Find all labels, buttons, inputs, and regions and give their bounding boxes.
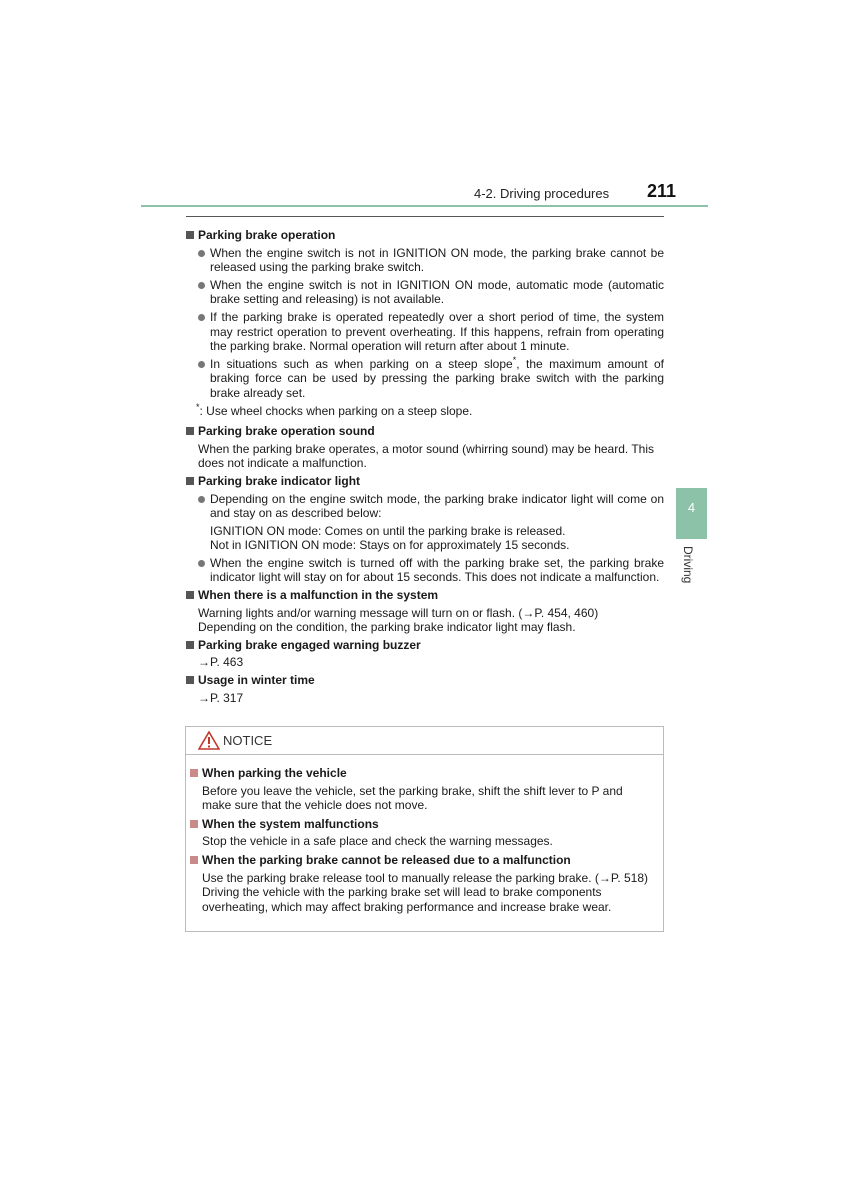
notice-item-text: Before you leave the vehicle, set the parking brake, shift the shift lever to P and make sure that the vehicle does not move.	[202, 783, 623, 813]
square-bullet-icon	[186, 641, 194, 649]
square-bullet-icon	[186, 231, 194, 239]
chapter-label: Driving	[681, 546, 695, 584]
square-bullet-icon	[190, 820, 198, 828]
list-item: When the engine switch is turned off with the parking brake set, the parking brake indicator light will stay on for about 15 seconds. This does not indicate a malfunction.	[186, 556, 664, 585]
header-rule	[141, 205, 708, 207]
main-content	[186, 228, 664, 705]
section-heading: Parking brake indicator light	[186, 474, 664, 489]
section-heading: When there is a malfunction in the system	[186, 588, 664, 603]
chapter-tab: 4	[676, 488, 707, 539]
bullet-icon	[198, 314, 205, 321]
list-item: Depending on the engine switch mode, the parking brake indicator light will come on and stay on as described below:	[186, 492, 664, 521]
page-reference[interactable]: →P. 317	[198, 690, 244, 705]
square-bullet-icon	[186, 676, 194, 684]
bullet-icon	[198, 361, 205, 368]
square-bullet-icon	[186, 427, 194, 435]
bullet-icon	[198, 560, 205, 567]
list-item: When the engine switch is not in IGNITION ON mode, the parking brake cannot be released using the parking brake switch.	[186, 246, 664, 275]
list-item: If the parking brake is operated repeatedly over a short period of time, the system may restrict operation to prevent overheating. If this happens, refrain from operating the parking brake. Normal operation will return after about 1 minute.	[186, 310, 664, 354]
notice-header	[186, 727, 663, 755]
paragraph: Warning lights and/or warning message will turn on or flash. (→P. 454, 460) Depending on the condition, the parking brake indicator light may flash.	[198, 605, 599, 635]
section-heading: Usage in winter time	[186, 673, 664, 688]
footnote: *: Use wheel chocks when parking on a steep slope.	[196, 401, 473, 418]
footnote-marker: *	[512, 354, 517, 365]
notice-box	[185, 726, 664, 932]
section-heading: Parking brake operation sound	[186, 424, 664, 439]
notice-body	[186, 755, 663, 914]
square-bullet-icon	[186, 477, 194, 485]
notice-item-heading: When parking the vehicle	[190, 766, 653, 781]
square-bullet-icon	[190, 769, 198, 777]
notice-item-heading: When the parking brake cannot be released due to a malfunction	[190, 853, 653, 868]
bullet-icon	[198, 250, 205, 257]
notice-item-heading: When the system malfunctions	[190, 817, 653, 832]
page-reference[interactable]: →P. 463	[198, 655, 244, 670]
page-number: 211	[647, 181, 677, 201]
bullet-icon	[198, 282, 205, 289]
mode-line: Not in IGNITION ON mode: Stays on for approximately 15 seconds.	[210, 538, 570, 553]
section-heading: Parking brake engaged warning buzzer	[186, 638, 664, 653]
section-heading: Parking brake operation	[186, 228, 664, 243]
square-bullet-icon	[190, 856, 198, 864]
list-item: When the engine switch is not in IGNITION ON mode, automatic mode (automatic brake setting and releasing) is not available.	[186, 278, 664, 307]
mode-line: IGNITION ON mode: Comes on until the parking brake is released.	[210, 523, 566, 538]
warning-icon	[198, 731, 220, 755]
square-bullet-icon	[186, 591, 194, 599]
list-item: In situations such as when parking on a steep slope*, the maximum amount of braking force can be used by pressing the parking brake switch with the parking brake already set.	[186, 357, 664, 401]
notice-item-text: Use the parking brake release tool to manually release the parking brake. (→P. 518) Driving the vehicle with the parking brake set will lead to brake components overheating, which may affect braking performance and increase brake wear.	[202, 870, 649, 914]
content-rule	[186, 216, 664, 217]
paragraph: When the parking brake operates, a motor sound (whirring sound) may be heard. This does not indicate a malfunction.	[198, 441, 655, 471]
notice-title: NOTICE	[223, 733, 273, 748]
section-title: 4-2. Driving procedures	[474, 186, 610, 201]
bullet-icon	[198, 496, 205, 503]
notice-item-text: Stop the vehicle in a safe place and check the warning messages.	[202, 834, 553, 849]
